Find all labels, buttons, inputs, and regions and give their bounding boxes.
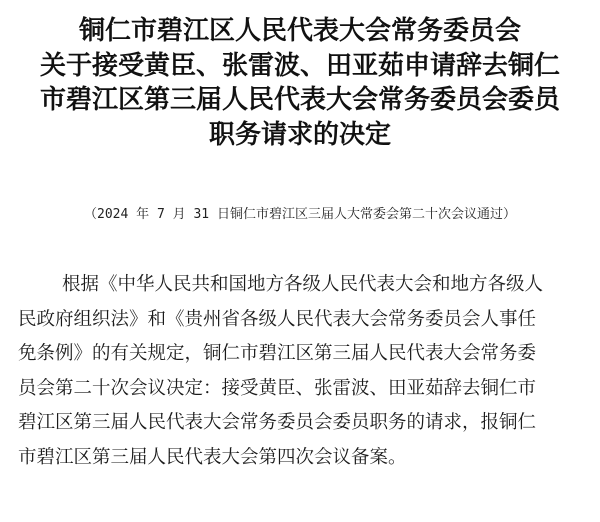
decision-body: [18, 268, 580, 475]
title-line-2: 关于接受黄臣、张雷波、田亚茹申请辞去铜仁: [39, 50, 560, 81]
document-title: [0, 14, 600, 152]
body-line-5: 碧江区第三届人民代表大会常务委员会委员职务的请求，报铜仁: [18, 412, 537, 433]
title-line-4: 职务请求的决定: [208, 119, 391, 150]
body-line-4: 员会第二十次会议决定：接受黄臣、张雷波、田亚茹辞去铜仁市: [18, 377, 537, 399]
body-line-3: 免条例》的有关规定，铜仁市碧江区第三届人民代表大会常务委: [18, 343, 537, 364]
body-line-2: 民政府组织法》和《贵州省各级人民代表大会常务委员会人事任: [18, 308, 537, 330]
title-line-1: 铜仁市碧江区人民代表大会常务委员会: [78, 16, 521, 46]
body-line-6: 市碧江区第三届人民代表大会第四次会议备案。: [18, 446, 407, 468]
body-line-1: 根据《中华人民共和国地方各级人民代表大会和地方各级人: [62, 274, 544, 295]
adoption-note: （2024 年 7 月 31 日铜仁市碧江区三届人大常委会第二十次会议通过）: [84, 207, 516, 222]
title-line-3: 市碧江区第三届人民代表大会常务委员会委员: [39, 85, 560, 115]
